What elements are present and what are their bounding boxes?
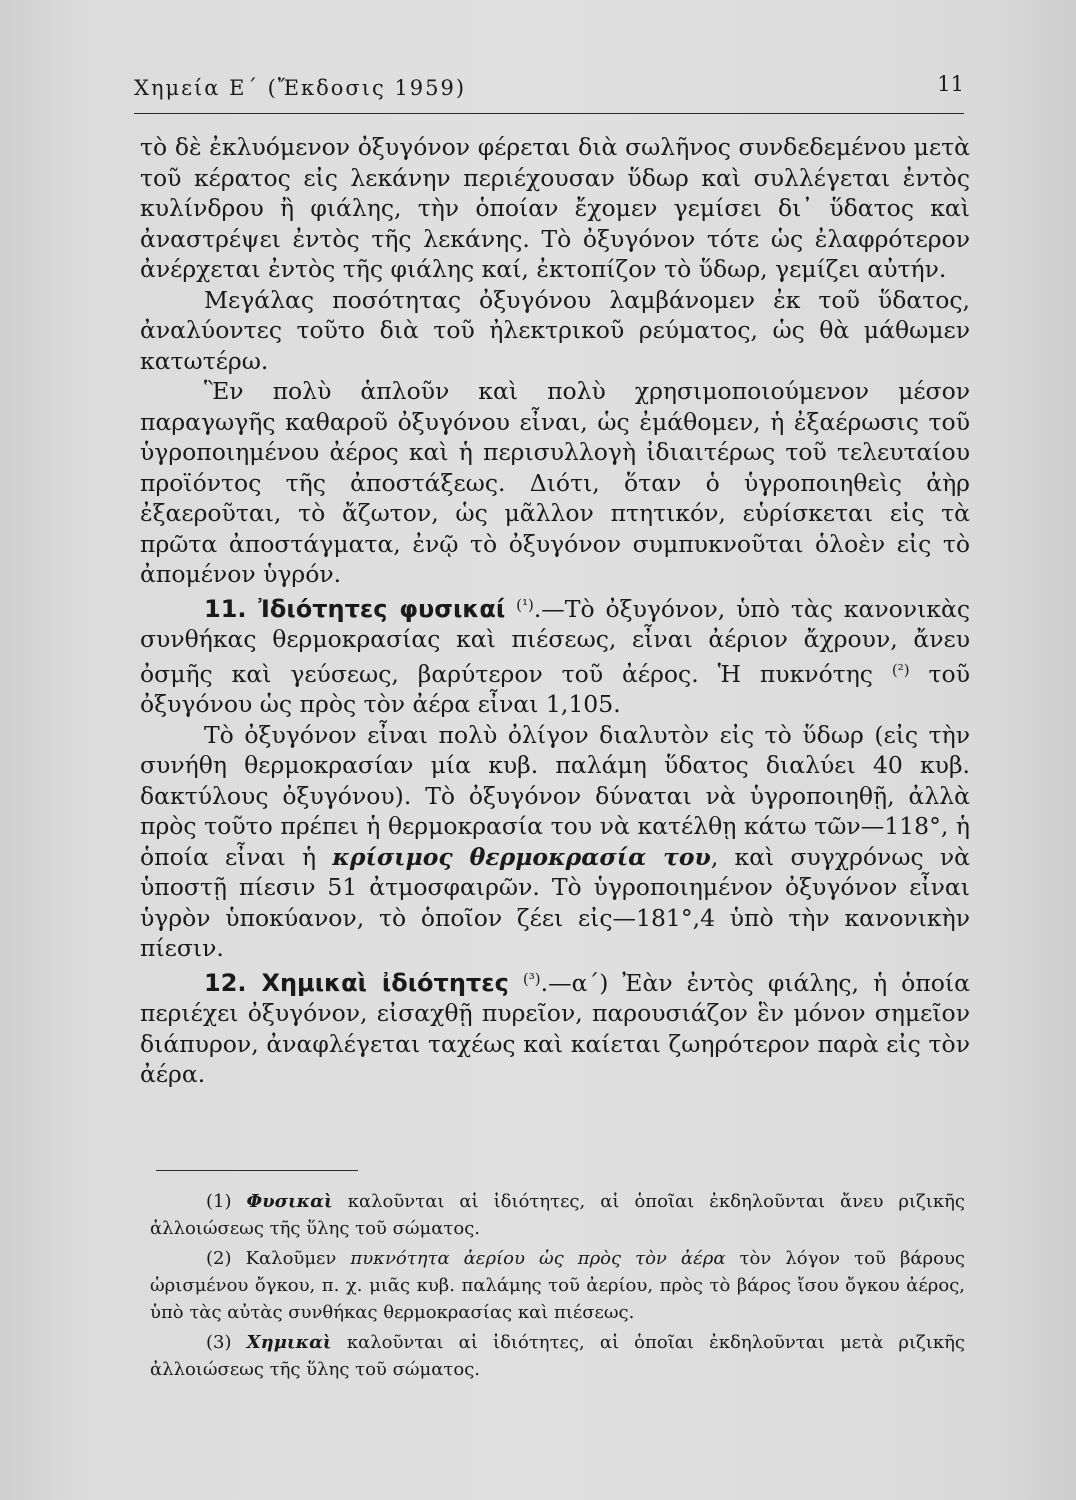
footnote-1-number: (1) (206, 1191, 232, 1212)
section-11-heading: 11. Ἰδιότητες φυσικαί (204, 594, 506, 623)
footnote-ref-1: (¹) (516, 595, 534, 614)
footnote-ref-2: (²) (891, 660, 910, 679)
paragraph-5-text-a: Τὸ ὀξυγόνον εἶναι πολὺ ὀλίγον διαλυτὸν εἰς τὸ ὕδωρ (εἰς τὴν συνήθη θερμοκρασίαν μία κυβ. παλάμη ὕδατος διαλύει 40 κυβ. δακτύλους ὀξυγόνου). Τὸ ὀξυγόνον δύναται νὰ ὑγροποιηθῇ, ἀλλὰ πρὸς τοῦτο πρέπει ἡ θερμοκρασία του νὰ κατέλθῃ κάτω τῶν—118°, ἡ ὁποία εἶναι ἡ (140, 720, 970, 871)
footnote-2 (150, 1245, 965, 1326)
paragraph-1: τὸ δὲ ἐκλυόμενον ὀξυγόνον φέρεται διὰ σωλῆνος συνδεδεμένου μετὰ τοῦ κέρατος εἰς λεκάνην περιέχουσαν ὕδωρ καὶ συλλέγεται ἐντὸς κυλίνδρου ἢ φιάλης, τὴν ὁποίαν ἔχομεν γεμίσει δι᾿ ὕδατος καὶ ἀναστρέψει ἐντὸς τῆς λεκάνης. Τὸ ὀξυγόνον τότε ὡς ἐλαφρότερον ἀνέρχεται ἐντὸς τῆς φιάλης καί, ἐκτοπίζον τὸ ὕδωρ, γεμίζει αὐτήν. (140, 133, 970, 283)
footnote-2-term: πυκνότητα ἀερίου ὡς πρὸς τὸν ἀέρα (350, 1248, 726, 1269)
footnote-1-term: Φυσικαὶ (246, 1191, 333, 1212)
main-text (140, 132, 970, 1090)
footnote-rule (156, 1170, 358, 1171)
section-12-paragraph (140, 964, 970, 1090)
footnote-3-text: καλοῦνται αἱ ἰδιότητες, αἱ ὁποῖαι ἐκδηλοῦνται μετὰ ριζικῆς ἀλλοιώσεως τῆς ὕλης τοῦ σώματος. (150, 1332, 965, 1380)
paragraph-3: Ἓν πολὺ ἁπλοῦν καὶ πολὺ χρησιμοποιούμενον μέσον παραγωγῆς καθαροῦ ὀξυγόνου εἶναι, ὡς ἐμάθομεν, ἡ ἐξαέρωσις τοῦ ὑγροποιημένου ἀέρος καὶ ἡ περισυλλογὴ ἰδιαιτέρως τοῦ τελευταίου προϊόντος τῆς ἀποστάξεως. Διότι, ὅταν ὁ ὑγροποιηθεὶς ἀὴρ ἐξαεροῦται, τὸ ἄζωτον, ὡς μᾶλλον πτητικόν, εὑρίσκεται εἰς τὰ πρῶτα ἀποστάγματα, ἐνῷ τὸ ὀξυγόνον συμπυκνοῦται ὁλοὲν εἰς τὸ ἀπομένον ὑγρόν. (140, 377, 970, 588)
critical-temperature-term: κρίσιμος θερμοκρασία του (332, 842, 711, 871)
footnote-3-number: (3) (206, 1332, 232, 1353)
footnote-3-term: Χημικαὶ (246, 1332, 332, 1353)
section-12-heading: 12. Χημικαὶ ἰδιότητες (204, 968, 509, 997)
header-title: Χημεία Ε΄ (Ἔκδοσις 1959) (134, 76, 467, 100)
footnote-1-text: καλοῦνται αἱ ἰδιότητες, αἱ ὁποῖαι ἐκδηλοῦνται ἄνευ ριζικῆς ἀλλοιώσεως τῆς ὕλης τοῦ σώματος. (150, 1191, 965, 1239)
section-11-paragraph (140, 590, 970, 720)
footnote-2-number: (2) (206, 1248, 232, 1269)
page-number: 11 (937, 72, 964, 96)
footnote-2-lead: Καλοῦμεν (245, 1248, 337, 1269)
section-11-text-b: τοῦ ὀξυγόνου ὡς πρὸς τὸν ἀέρα εἶναι 1,105. (140, 659, 970, 718)
paragraph-5 (140, 720, 970, 964)
paragraph-5-text-b: , καὶ συγχρόνως νὰ ὑποστῇ πίεσιν 51 ἀτμοσφαιρῶν. Τὸ ὑγροποιημένον ὀξυγόνον εἶναι ὑγρὸν ὑποκύανον, τὸ ὁποῖον ζέει εἰς—181°,4 ὑπὸ τὴν κανονικὴν πίεσιν. (140, 842, 970, 962)
footnote-2-text: τὸν λόγον τοῦ βάρους ὡρισμένου ὄγκου, π. χ. μιᾶς κυβ. παλάμης τοῦ ἀερίου, πρὸς τὸ βάρος ἴσου ὄγκου ἀέρος, ὑπὸ τὰς αὐτὰς συνθήκας θερμοκρασίας καὶ πιέσεως. (150, 1248, 965, 1323)
header-rule (134, 113, 964, 114)
paragraph-2: Μεγάλας ποσότητας ὀξυγόνου λαμβάνομεν ἐκ τοῦ ὕδατος, ἀναλύοντες τοῦτο διὰ τοῦ ἠλεκτρικοῦ ρεύματος, ὡς θὰ μάθωμεν κατωτέρω. (140, 285, 970, 375)
footnote-ref-3: (³) (522, 969, 541, 988)
section-12-text: .—α΄) Ἐὰν ἐντὸς φιάλης, ἡ ὁποία περιέχει ὀξυγόνον, εἰσαχθῇ πυρεῖον, παρουσιάζον ἓν μόνον σημεῖον διάπυρον, ἀναφλέγεται ταχέως καὶ καίεται ζωηρότερον παρὰ εἰς τὸν ἀέρα. (140, 968, 971, 1088)
section-11-text-a: .—Τὸ ὀξυγόνον, ὑπὸ τὰς κανονικὰς συνθήκας θερμοκρασίας καὶ πιέσεως, εἶναι ἀέριον ἄχρουν, ἄνευ ὀσμῆς καὶ γεύσεως, βαρύτερον τοῦ ἀέρος. Ἡ πυκνότης (140, 594, 970, 688)
running-header (134, 70, 964, 110)
footnote-3 (150, 1329, 965, 1383)
footnotes (150, 1188, 965, 1386)
footnote-1 (150, 1188, 965, 1242)
